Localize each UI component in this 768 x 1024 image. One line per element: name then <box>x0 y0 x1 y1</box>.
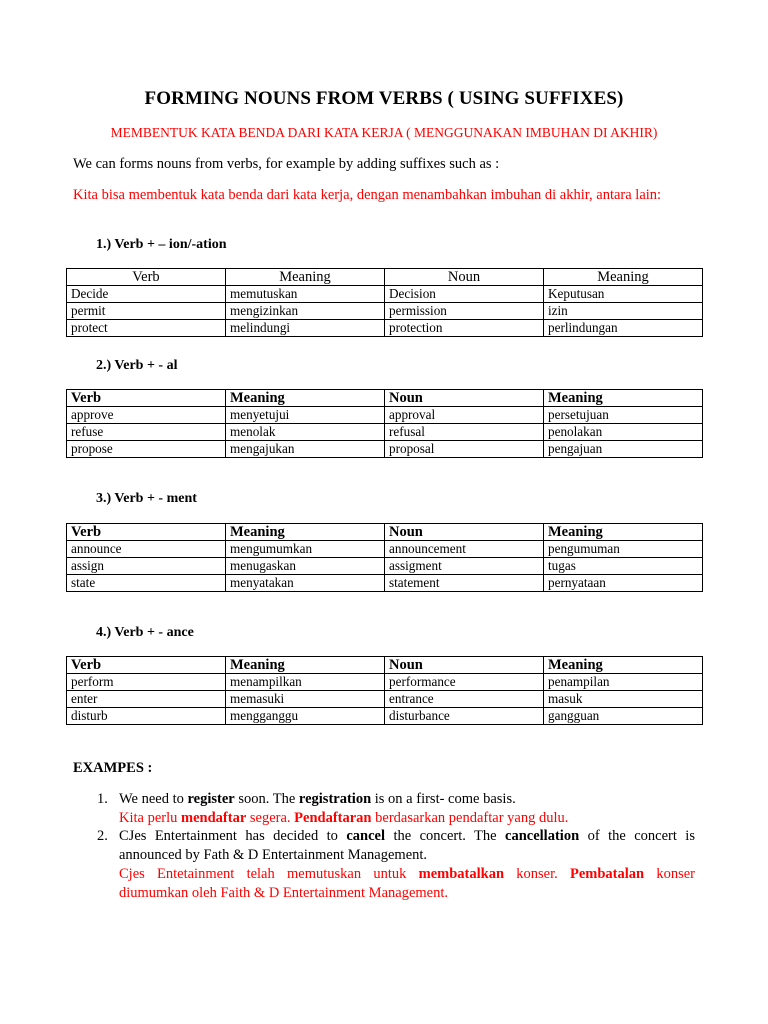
table-cell: menugaskan <box>226 558 385 575</box>
table-cell: protect <box>67 320 226 337</box>
table-cell: menyatakan <box>226 575 385 592</box>
example-item-1 <box>73 790 695 828</box>
table-cell: state <box>67 575 226 592</box>
table-cell: approve <box>67 407 226 424</box>
table-al <box>66 389 703 458</box>
intro-english: We can forms nouns from verbs, for example by adding suffixes such as : <box>73 156 500 172</box>
column-header: Meaning <box>544 524 703 541</box>
table-cell: Keputusan <box>544 286 703 303</box>
table-cell: announce <box>67 541 226 558</box>
table-cell: assigment <box>385 558 544 575</box>
table-cell: pengumuman <box>544 541 703 558</box>
example-indonesian: Kita perlu mendaftar segera. Pendaftaran berdasarkan pendaftar yang dulu. <box>119 810 569 826</box>
page-title: FORMING NOUNS FROM VERBS ( USING SUFFIXES) <box>144 88 624 109</box>
table-row <box>67 441 703 458</box>
table-cell: performance <box>385 674 544 691</box>
table-header-row <box>67 657 703 674</box>
column-header: Meaning <box>544 390 703 407</box>
table-cell: refuse <box>67 424 226 441</box>
table-cell: entrance <box>385 691 544 708</box>
table-cell: menolak <box>226 424 385 441</box>
column-header: Verb <box>67 269 226 286</box>
table-cell: propose <box>67 441 226 458</box>
example-number: 1. <box>97 791 108 807</box>
example-item-2 <box>73 827 695 907</box>
table-cell: permission <box>385 303 544 320</box>
example-indonesian: Cjes Entetainment telah memutuskan untuk membatalkan konser. Pembatalan konser diumumkan oleh Faith & D Entertainment Management. <box>119 866 695 901</box>
table-cell: pengajuan <box>544 441 703 458</box>
table-ment <box>66 523 703 592</box>
table-row <box>67 286 703 303</box>
table-cell: statement <box>385 575 544 592</box>
column-header: Verb <box>67 657 226 674</box>
table-row <box>67 541 703 558</box>
table-cell: melindungi <box>226 320 385 337</box>
table-cell: izin <box>544 303 703 320</box>
table-row <box>67 708 703 725</box>
table-cell: memutuskan <box>226 286 385 303</box>
table-ion-ation <box>66 268 703 337</box>
example-english: We need to register soon. The registration is on a first- come basis. <box>119 791 516 807</box>
table-row <box>67 558 703 575</box>
table-cell: enter <box>67 691 226 708</box>
table-header-row <box>67 524 703 541</box>
column-header: Noun <box>385 269 544 286</box>
table-cell: tugas <box>544 558 703 575</box>
column-header: Meaning <box>226 657 385 674</box>
table-cell: Decision <box>385 286 544 303</box>
table-cell: mengizinkan <box>226 303 385 320</box>
example-english: CJes Entertainment has decided to cancel the concert. The cancellation of the concert is announced by Fath & D Entertainment Management. <box>119 828 695 863</box>
section-heading-1: 1.) Verb + – ion/-ation <box>96 237 227 252</box>
table-cell: protection <box>385 320 544 337</box>
table-row <box>67 575 703 592</box>
table-cell: disturbance <box>385 708 544 725</box>
table-cell: assign <box>67 558 226 575</box>
table-cell: announcement <box>385 541 544 558</box>
column-header: Meaning <box>226 269 385 286</box>
table-cell: permit <box>67 303 226 320</box>
section-heading-3: 3.) Verb + - ment <box>96 491 197 506</box>
table-cell: mengganggu <box>226 708 385 725</box>
section-heading-4: 4.) Verb + - ance <box>96 625 194 640</box>
table-header-row <box>67 269 703 286</box>
table-cell: masuk <box>544 691 703 708</box>
table-cell: disturb <box>67 708 226 725</box>
column-header: Meaning <box>544 657 703 674</box>
table-cell: menampilkan <box>226 674 385 691</box>
page-subtitle: MEMBENTUK KATA BENDA DARI KATA KERJA ( MENGGUNAKAN IMBUHAN DI AKHIR) <box>110 125 658 140</box>
table-cell: perform <box>67 674 226 691</box>
table-cell: perlindungan <box>544 320 703 337</box>
table-row <box>67 674 703 691</box>
column-header: Noun <box>385 657 544 674</box>
table-cell: penampilan <box>544 674 703 691</box>
example-number: 2. <box>97 828 108 844</box>
table-cell: Decide <box>67 286 226 303</box>
table-cell: approval <box>385 407 544 424</box>
section-heading-2: 2.) Verb + - al <box>96 358 178 373</box>
column-header: Noun <box>385 524 544 541</box>
column-header: Meaning <box>226 390 385 407</box>
table-cell: proposal <box>385 441 544 458</box>
examples-heading: EXAMPES : <box>73 760 153 776</box>
table-cell: mengajukan <box>226 441 385 458</box>
table-cell: memasuki <box>226 691 385 708</box>
table-cell: refusal <box>385 424 544 441</box>
table-row <box>67 424 703 441</box>
table-ance <box>66 656 703 725</box>
table-cell: gangguan <box>544 708 703 725</box>
table-cell: persetujuan <box>544 407 703 424</box>
table-header-row <box>67 390 703 407</box>
table-cell: mengumumkan <box>226 541 385 558</box>
column-header: Noun <box>385 390 544 407</box>
intro-indonesian: Kita bisa membentuk kata benda dari kata kerja, dengan menambahkan imbuhan di akhir, antara lain: <box>73 187 662 203</box>
column-header: Verb <box>67 390 226 407</box>
table-row <box>67 303 703 320</box>
table-row <box>67 407 703 424</box>
column-header: Verb <box>67 524 226 541</box>
column-header: Meaning <box>226 524 385 541</box>
table-row <box>67 691 703 708</box>
column-header: Meaning <box>544 269 703 286</box>
table-row <box>67 320 703 337</box>
table-cell: menyetujui <box>226 407 385 424</box>
table-cell: penolakan <box>544 424 703 441</box>
table-cell: pernyataan <box>544 575 703 592</box>
